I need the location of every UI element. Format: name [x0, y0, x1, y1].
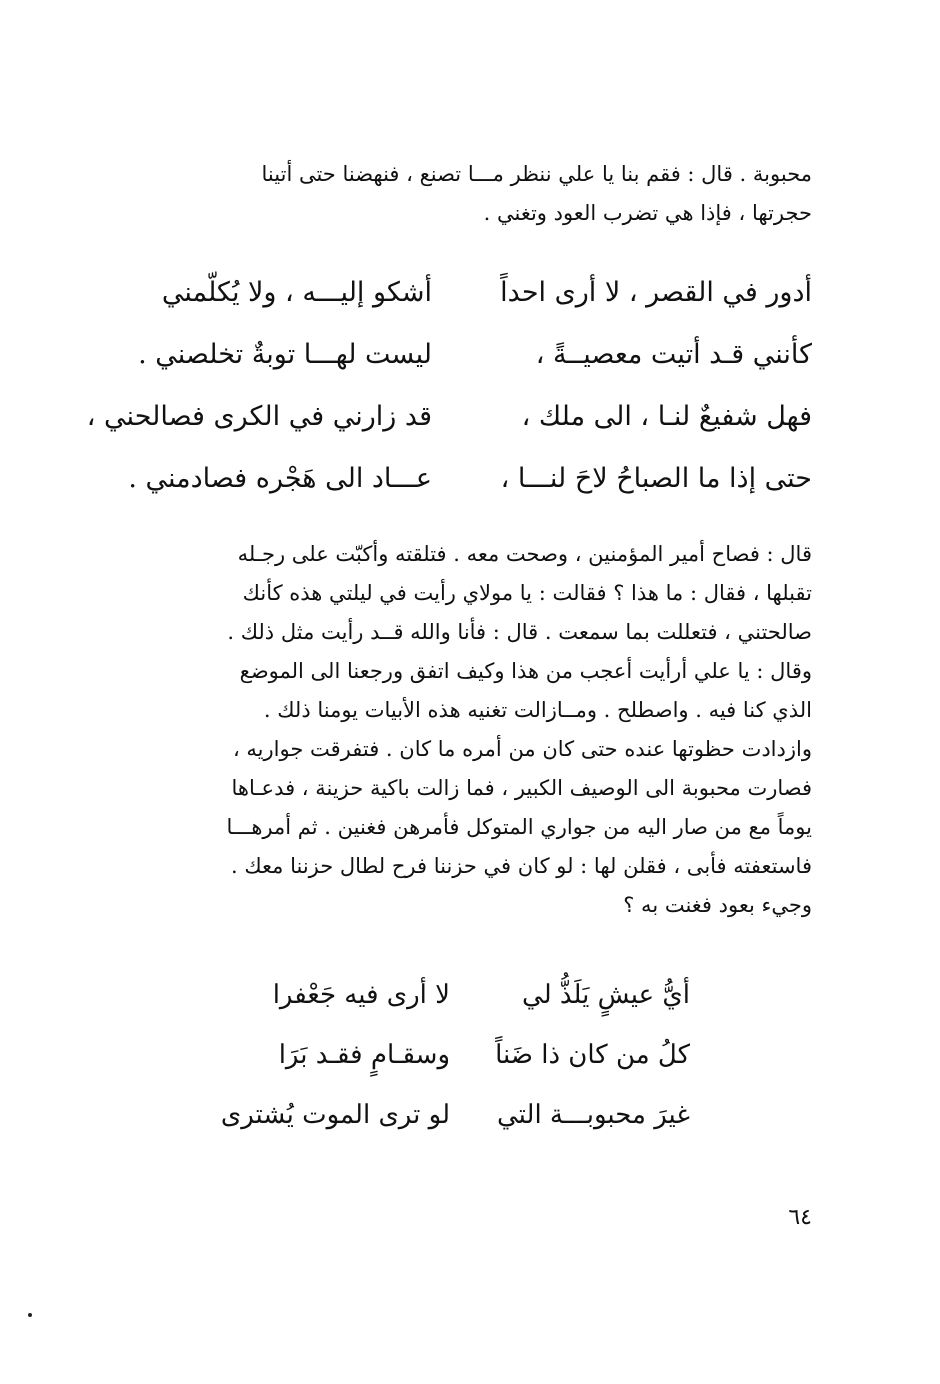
hemistich-first: أدور في القصر ، لا أرى احداً: [500, 277, 812, 308]
verse-line: [240, 1025, 690, 1085]
prose-line: تقبلها ، فقال : ما هذا ؟ فقالت : يا مولاي رأيت في ليلتي هذه كأنك: [242, 581, 812, 605]
prose-line: فصارت محبوبة الى الوصيف الكبير ، فما زالت باكية حزينة ، فدعـاها: [231, 776, 812, 800]
hemistich-second: عـــاد الى هَجْره فصادمني .: [128, 463, 432, 494]
hemistich-first: كأنني قـد أتيت معصيــةً ،: [535, 339, 812, 370]
hemistich-second: لا أرى فيه جَعْفرا: [272, 980, 450, 1010]
prose-line: محبوبة . قال : فقم بنا يا علي ننظر مـــا تصنع ، فنهضنا حتى أتينا: [261, 162, 812, 186]
verse-line: [132, 324, 812, 386]
prose-line: صالحتني ، فتعللت بما سمعت . قال : فأنا والله قــد رأيت مثل ذلك .: [227, 620, 812, 644]
hemistich-second: وسقـامٍ فقـد بَرَا: [278, 1040, 450, 1070]
poem-2: [220, 965, 690, 1145]
hemistich-first: غيرَ محبوبـــة التي: [497, 1100, 690, 1130]
verse-line: [128, 448, 812, 510]
prose-line: وازدادت حظوتها عنده حتى كان من أمره ما كان . فتفرقت جواريه ،: [232, 737, 812, 761]
hemistich-first: أيُّ عيشٍ يَلَذُّ لي: [522, 980, 690, 1010]
hemistich-second: ليست لهـــا توبةٌ تخلصني .: [138, 339, 432, 370]
prose-paragraph-2: [132, 535, 812, 925]
hemistich-second: أشكو إليـــه ، ولا يُكلّمني: [161, 277, 432, 308]
verse-line: [220, 1085, 690, 1145]
prose-line: فاستعفته فأبى ، فقلن لها : لو كان في حزننا فرح لطال حزننا معك .: [230, 854, 812, 878]
prose-line: يوماً مع من صار اليه من جواري المتوكل فأمرهن فغنين . ثم أمرهـــا: [226, 815, 812, 839]
prose-line: قال : فصاح أمير المؤمنين ، وصحت معه . فتلقته وأكبّت على رجـله: [237, 542, 812, 566]
page-number: ٦٤: [788, 1205, 812, 1230]
prose-line: وقال : يا علي أرأيت أعجب من هذا وكيف اتفق ورجعنا الى الموضع: [239, 659, 812, 683]
hemistich-second: قد زارني في الكرى فصالحني ،: [86, 401, 432, 432]
hemistich-first: حتى إذا ما الصباحُ لاحَ لنـــا ،: [500, 463, 812, 494]
hemistich-second: لو ترى الموت يُشترى: [220, 1100, 450, 1130]
verse-line: [240, 965, 690, 1025]
verse-line: [132, 262, 812, 324]
hemistich-first: فهل شفيعٌ لنـا ، الى ملك ،: [521, 401, 812, 432]
poem-1: [86, 262, 812, 510]
prose-line: وجيء بعود فغنت به ؟: [623, 893, 812, 917]
prose-paragraph-1: [132, 155, 812, 233]
prose-line: حجرتها ، فإذا هي تضرب العود وتغني .: [483, 201, 812, 225]
margin-speck: [28, 1313, 32, 1317]
verse-line: [86, 386, 812, 448]
hemistich-first: كلُ من كان ذا ضَناً: [495, 1040, 690, 1070]
prose-line: الذي كنا فيه . واصطلح . ومــازالت تغنيه هذه الأبيات يومنا ذلك .: [263, 698, 812, 722]
